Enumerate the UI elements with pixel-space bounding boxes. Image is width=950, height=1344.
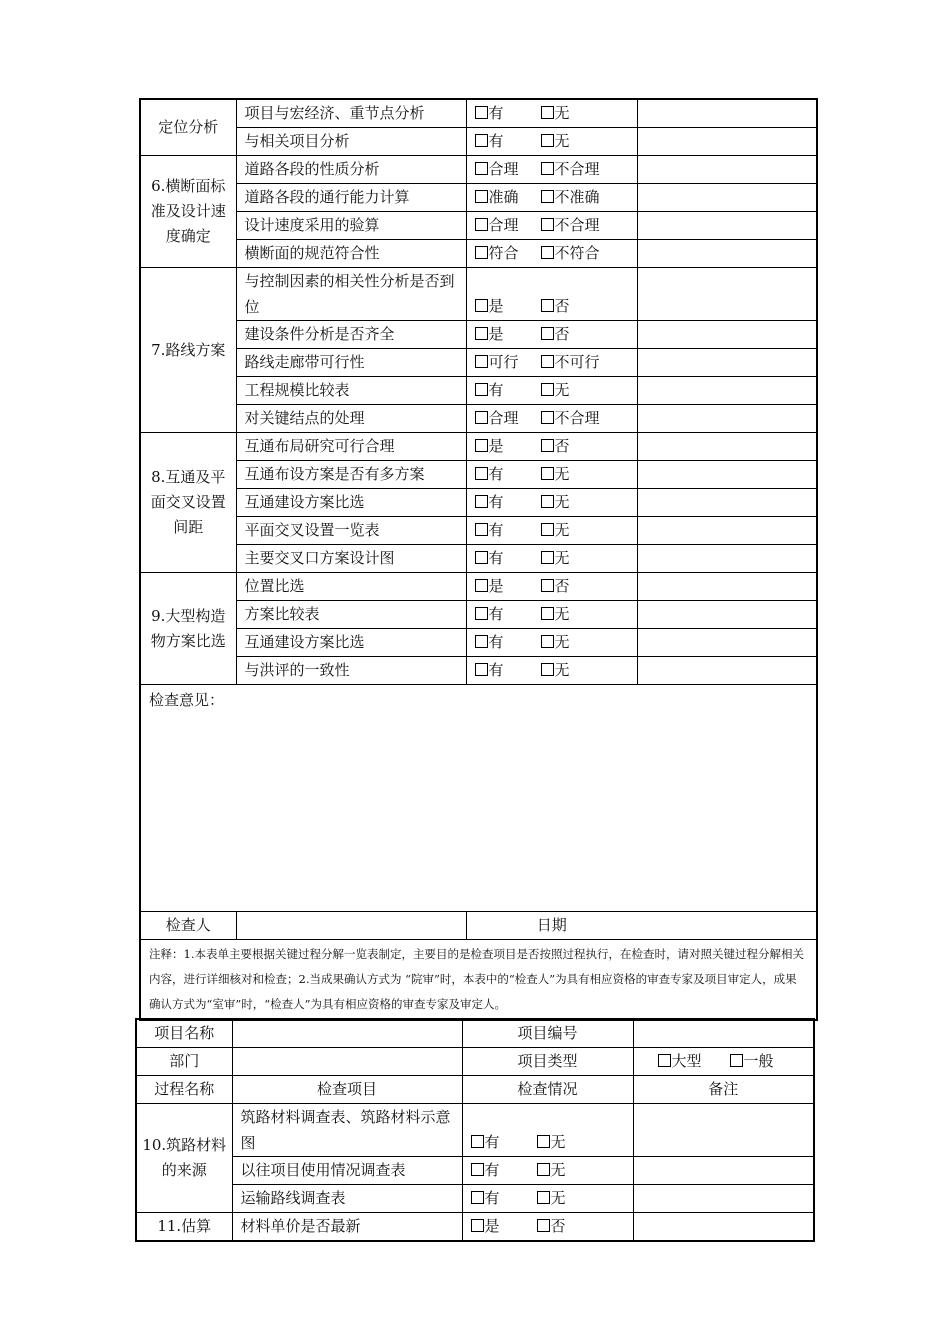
- checkbox[interactable]: [541, 299, 554, 312]
- remark-cell[interactable]: [637, 212, 817, 240]
- check-status: [466, 377, 637, 405]
- option-label: 不合理: [554, 409, 600, 427]
- checkbox[interactable]: [471, 1135, 484, 1148]
- checkbox[interactable]: [475, 523, 488, 536]
- check-item: 项目与宏经济、重节点分析: [236, 99, 466, 128]
- table-row: [140, 184, 817, 212]
- remark-cell[interactable]: [637, 461, 817, 489]
- check-item: 工程规模比较表: [236, 377, 466, 405]
- checkbox[interactable]: [475, 439, 488, 452]
- remark-cell[interactable]: [637, 240, 817, 268]
- remark-cell[interactable]: [637, 433, 817, 461]
- check-item: 以往项目使用情况调查表: [232, 1157, 462, 1185]
- checkbox[interactable]: [475, 162, 488, 175]
- remark-cell[interactable]: [633, 1104, 814, 1157]
- checkbox[interactable]: [541, 635, 554, 648]
- table-row: [140, 128, 817, 156]
- check-status: [466, 489, 637, 517]
- remark-cell[interactable]: [637, 156, 817, 184]
- check-status: [466, 405, 637, 433]
- option-label: 准确: [488, 188, 519, 206]
- option-label: 无: [554, 104, 570, 122]
- checkbox[interactable]: [475, 106, 488, 119]
- table-row: [140, 349, 817, 377]
- check-status: [466, 601, 637, 629]
- option-label: 有: [484, 1161, 500, 1179]
- option-label: 有: [488, 605, 504, 623]
- option-label: 无: [554, 521, 570, 539]
- option-label: 合理: [488, 216, 519, 234]
- check-item: 运输路线调查表: [232, 1185, 462, 1213]
- checkbox[interactable]: [541, 495, 554, 508]
- check-status: [466, 156, 637, 184]
- project-type-options: [633, 1048, 814, 1076]
- project-name-value[interactable]: [232, 1019, 462, 1048]
- option-2: [541, 461, 570, 488]
- project-type-label: 项目类型: [462, 1048, 633, 1076]
- project-no-value[interactable]: [633, 1019, 814, 1048]
- check-item: 横断面的规范符合性: [236, 240, 466, 268]
- table-row: [136, 1185, 814, 1213]
- remark-cell[interactable]: [637, 349, 817, 377]
- option-label: 无: [554, 661, 570, 679]
- checkbox[interactable]: [537, 1191, 550, 1204]
- opinion-label[interactable]: 检查意见：: [140, 685, 817, 912]
- checkbox[interactable]: [541, 327, 554, 340]
- header-status: 检查情况: [462, 1076, 633, 1104]
- option-label: 合理: [488, 160, 519, 178]
- table-row: [140, 433, 817, 461]
- table-row: [140, 99, 817, 128]
- option-2: [541, 128, 570, 155]
- remark-cell[interactable]: [637, 128, 817, 156]
- checkbox[interactable]: [471, 1191, 484, 1204]
- table-row: [136, 1157, 814, 1185]
- checkbox[interactable]: [471, 1219, 484, 1232]
- option-2: [541, 657, 570, 684]
- checkbox[interactable]: [475, 246, 488, 259]
- option-label: 无: [550, 1133, 566, 1151]
- check-item: 道路各段的性质分析: [236, 156, 466, 184]
- option-label: 有: [484, 1189, 500, 1207]
- table-row: [140, 156, 817, 184]
- check-item: 互通布设方案是否有多方案: [236, 461, 466, 489]
- dept-label: 部门: [136, 1048, 232, 1076]
- remark-cell[interactable]: [637, 405, 817, 433]
- checkbox[interactable]: [475, 663, 488, 676]
- option-2: [541, 240, 600, 267]
- option-label: 否: [550, 1217, 566, 1235]
- option-2: [541, 545, 570, 572]
- checkbox[interactable]: [475, 467, 488, 480]
- option-label: 有: [488, 549, 504, 567]
- remark-cell[interactable]: [633, 1185, 814, 1213]
- check-status: [466, 349, 637, 377]
- project-no-label: 项目编号: [462, 1019, 633, 1048]
- table-row: [136, 1104, 814, 1157]
- checkbox[interactable]: [541, 134, 554, 147]
- process-name: 定位分析: [140, 99, 236, 156]
- remark-cell[interactable]: [633, 1213, 814, 1242]
- table-row: [140, 212, 817, 240]
- option-label: 合理: [488, 409, 519, 427]
- option-label: 有: [488, 661, 504, 679]
- check-status: [466, 433, 637, 461]
- remark-cell[interactable]: [637, 489, 817, 517]
- checkbox[interactable]: [471, 1163, 484, 1176]
- option-label: 不合理: [554, 216, 600, 234]
- remark-cell[interactable]: [637, 99, 817, 128]
- checkbox-normal[interactable]: [730, 1054, 743, 1067]
- option-2: [541, 349, 600, 376]
- process-name: 10.筑路材料的来源: [136, 1104, 232, 1213]
- option-label: 不可行: [554, 353, 600, 371]
- option-2: [541, 601, 570, 628]
- check-item: 位置比选: [236, 573, 466, 601]
- inspection-table-2: [135, 1018, 815, 1242]
- option-label: 有: [484, 1133, 500, 1151]
- option-2: [541, 573, 570, 600]
- process-name: 7.路线方案: [140, 268, 236, 433]
- check-status: [466, 240, 637, 268]
- checkbox[interactable]: [541, 439, 554, 452]
- option-label: 不准确: [554, 188, 600, 206]
- check-item: 道路各段的通行能力计算: [236, 184, 466, 212]
- option-label: 有: [488, 104, 504, 122]
- inspector-row: [140, 912, 817, 940]
- checkbox[interactable]: [475, 495, 488, 508]
- option-label: 无: [550, 1161, 566, 1179]
- remark-cell[interactable]: [637, 573, 817, 601]
- opinion-row: [140, 685, 817, 912]
- checkbox[interactable]: [537, 1219, 550, 1232]
- option-2: [541, 212, 600, 239]
- checkbox[interactable]: [541, 411, 554, 424]
- option-2: [541, 433, 570, 460]
- inspector-label: 检查人: [140, 912, 236, 940]
- remark-cell[interactable]: [637, 629, 817, 657]
- dept-value[interactable]: [232, 1048, 462, 1076]
- option-label: 不符合: [554, 244, 600, 262]
- process-name: 6.横断面标准及设计速度确定: [140, 156, 236, 268]
- checkbox[interactable]: [475, 551, 488, 564]
- check-item: 与相关项目分析: [236, 128, 466, 156]
- table-row: [140, 489, 817, 517]
- option-label: 否: [554, 325, 570, 343]
- remark-cell[interactable]: [637, 545, 817, 573]
- table-row: [140, 461, 817, 489]
- option-label: 符合: [488, 244, 519, 262]
- table-row: [140, 629, 817, 657]
- option-label: 否: [554, 577, 570, 595]
- table-row: [140, 405, 817, 433]
- option-label: 无: [554, 381, 570, 399]
- check-status: [466, 184, 637, 212]
- checkbox[interactable]: [541, 246, 554, 259]
- checkbox[interactable]: [541, 218, 554, 231]
- option-2: [541, 100, 570, 127]
- table-row: [140, 240, 817, 268]
- table-row: [140, 377, 817, 405]
- inspection-table-1: [139, 98, 818, 1021]
- option-label: 是: [488, 297, 504, 315]
- option-label: 无: [554, 549, 570, 567]
- option-2: [541, 293, 570, 320]
- option-2: [537, 1129, 566, 1156]
- header-remark: 备注: [633, 1076, 814, 1104]
- process-name: 8.互通及平面交叉设置间距: [140, 433, 236, 573]
- option-2: [541, 629, 570, 656]
- table-row: [140, 657, 817, 685]
- check-status: [462, 1213, 633, 1242]
- check-status: [466, 268, 637, 321]
- option-2: [541, 156, 600, 183]
- checkbox[interactable]: [541, 607, 554, 620]
- check-status: [466, 573, 637, 601]
- option-label: 是: [484, 1217, 500, 1235]
- check-item: 材料单价是否最新: [232, 1213, 462, 1242]
- checkbox[interactable]: [541, 663, 554, 676]
- checkbox[interactable]: [537, 1135, 550, 1148]
- checkbox[interactable]: [541, 106, 554, 119]
- checkbox[interactable]: [541, 467, 554, 480]
- checkbox[interactable]: [475, 134, 488, 147]
- checkbox[interactable]: [541, 523, 554, 536]
- remark-cell[interactable]: [637, 377, 817, 405]
- check-item: 方案比较表: [236, 601, 466, 629]
- footnote: 注释：1.本表单主要根据关键过程分解一览表制定，主要目的是检查项目是否按照过程执行，在检查时，请对照关键过程分解相关内容，进行详细核对和检查；2.当成果确认方式为 “院审”时，本表中的“检查人”为具有相应资格的审查专家及项目审定人，成果确认方式为“室审”时，“检查人”为具有相应资格的审查专家及审定人。: [140, 940, 817, 1021]
- remark-cell[interactable]: [637, 657, 817, 685]
- project-name-label: 项目名称: [136, 1019, 232, 1048]
- table-row: [136, 1213, 814, 1242]
- option-2: [541, 405, 600, 432]
- option-label: 可行: [488, 353, 519, 371]
- check-status: [466, 321, 637, 349]
- type-large-label: 大型: [671, 1052, 702, 1070]
- checkbox[interactable]: [475, 411, 488, 424]
- option-label: 有: [488, 521, 504, 539]
- option-2: [541, 184, 600, 211]
- checkbox-large[interactable]: [658, 1054, 671, 1067]
- check-status: [466, 212, 637, 240]
- checkbox[interactable]: [475, 383, 488, 396]
- check-item: 对关键结点的处理: [236, 405, 466, 433]
- date-label: 日期: [466, 912, 637, 940]
- type-normal-label: 一般: [743, 1052, 774, 1070]
- table-row: [140, 517, 817, 545]
- checkbox[interactable]: [475, 299, 488, 312]
- option-label: 无: [554, 132, 570, 150]
- option-label: 有: [488, 633, 504, 651]
- check-status: [466, 128, 637, 156]
- check-status: [466, 517, 637, 545]
- checkbox[interactable]: [475, 327, 488, 340]
- remark-cell[interactable]: [637, 184, 817, 212]
- option-label: 无: [554, 465, 570, 483]
- check-status: [466, 461, 637, 489]
- checkbox[interactable]: [541, 551, 554, 564]
- checkbox[interactable]: [475, 607, 488, 620]
- check-status: [462, 1104, 633, 1157]
- checkbox[interactable]: [541, 383, 554, 396]
- option-label: 无: [554, 493, 570, 511]
- option-label: 有: [488, 381, 504, 399]
- note-row: [140, 940, 817, 1021]
- check-item: 建设条件分析是否齐全: [236, 321, 466, 349]
- check-item: 平面交叉设置一览表: [236, 517, 466, 545]
- option-label: 无: [550, 1189, 566, 1207]
- header-item: 检查项目: [232, 1076, 462, 1104]
- check-status: [462, 1185, 633, 1213]
- check-item: 与洪评的一致性: [236, 657, 466, 685]
- checkbox[interactable]: [475, 579, 488, 592]
- check-item: 主要交叉口方案设计图: [236, 545, 466, 573]
- process-name: 9.大型构造物方案比选: [140, 573, 236, 685]
- check-item: 设计速度采用的验算: [236, 212, 466, 240]
- process-name: 11.估算: [136, 1213, 232, 1242]
- option-2: [541, 377, 570, 404]
- remark-cell[interactable]: [633, 1157, 814, 1185]
- option-label: 无: [554, 633, 570, 651]
- option-2: [541, 517, 570, 544]
- check-item: 筑路材料调查表、筑路材料示意图: [232, 1104, 462, 1157]
- check-status: [466, 99, 637, 128]
- checkbox[interactable]: [475, 218, 488, 231]
- remark-cell[interactable]: [637, 601, 817, 629]
- option-label: 是: [488, 325, 504, 343]
- header-process: 过程名称: [136, 1076, 232, 1104]
- check-status: [466, 629, 637, 657]
- remark-cell[interactable]: [637, 517, 817, 545]
- checkbox[interactable]: [475, 190, 488, 203]
- option-label: 是: [488, 577, 504, 595]
- checkbox[interactable]: [537, 1163, 550, 1176]
- check-item: 互通建设方案比选: [236, 489, 466, 517]
- check-item: 与控制因素的相关性分析是否到位: [236, 268, 466, 321]
- check-status: [466, 545, 637, 573]
- table-row: [140, 601, 817, 629]
- option-2: [541, 489, 570, 516]
- option-2: [537, 1157, 566, 1184]
- check-status: [462, 1157, 633, 1185]
- table-row: [140, 573, 817, 601]
- remark-cell[interactable]: [637, 268, 817, 321]
- option-label: 有: [488, 465, 504, 483]
- option-label: 有: [488, 132, 504, 150]
- option-label: 否: [554, 437, 570, 455]
- date-value[interactable]: [637, 912, 817, 940]
- option-label: 不合理: [554, 160, 600, 178]
- table-row: [140, 545, 817, 573]
- checkbox[interactable]: [541, 579, 554, 592]
- checkbox[interactable]: [475, 635, 488, 648]
- table-row: [140, 268, 817, 321]
- table-row: [140, 321, 817, 349]
- option-2: [537, 1185, 566, 1212]
- inspector-value[interactable]: [236, 912, 466, 940]
- option-label: 是: [488, 437, 504, 455]
- check-item: 路线走廊带可行性: [236, 349, 466, 377]
- remark-cell[interactable]: [637, 321, 817, 349]
- check-item: 互通布局研究可行合理: [236, 433, 466, 461]
- option-2: [537, 1213, 566, 1240]
- checkbox[interactable]: [475, 355, 488, 368]
- option-label: 有: [488, 493, 504, 511]
- check-item: 互通建设方案比选: [236, 629, 466, 657]
- checkbox[interactable]: [541, 162, 554, 175]
- checkbox[interactable]: [541, 190, 554, 203]
- option-label: 否: [554, 297, 570, 315]
- option-label: 无: [554, 605, 570, 623]
- option-2: [541, 321, 570, 348]
- checkbox[interactable]: [541, 355, 554, 368]
- check-status: [466, 657, 637, 685]
